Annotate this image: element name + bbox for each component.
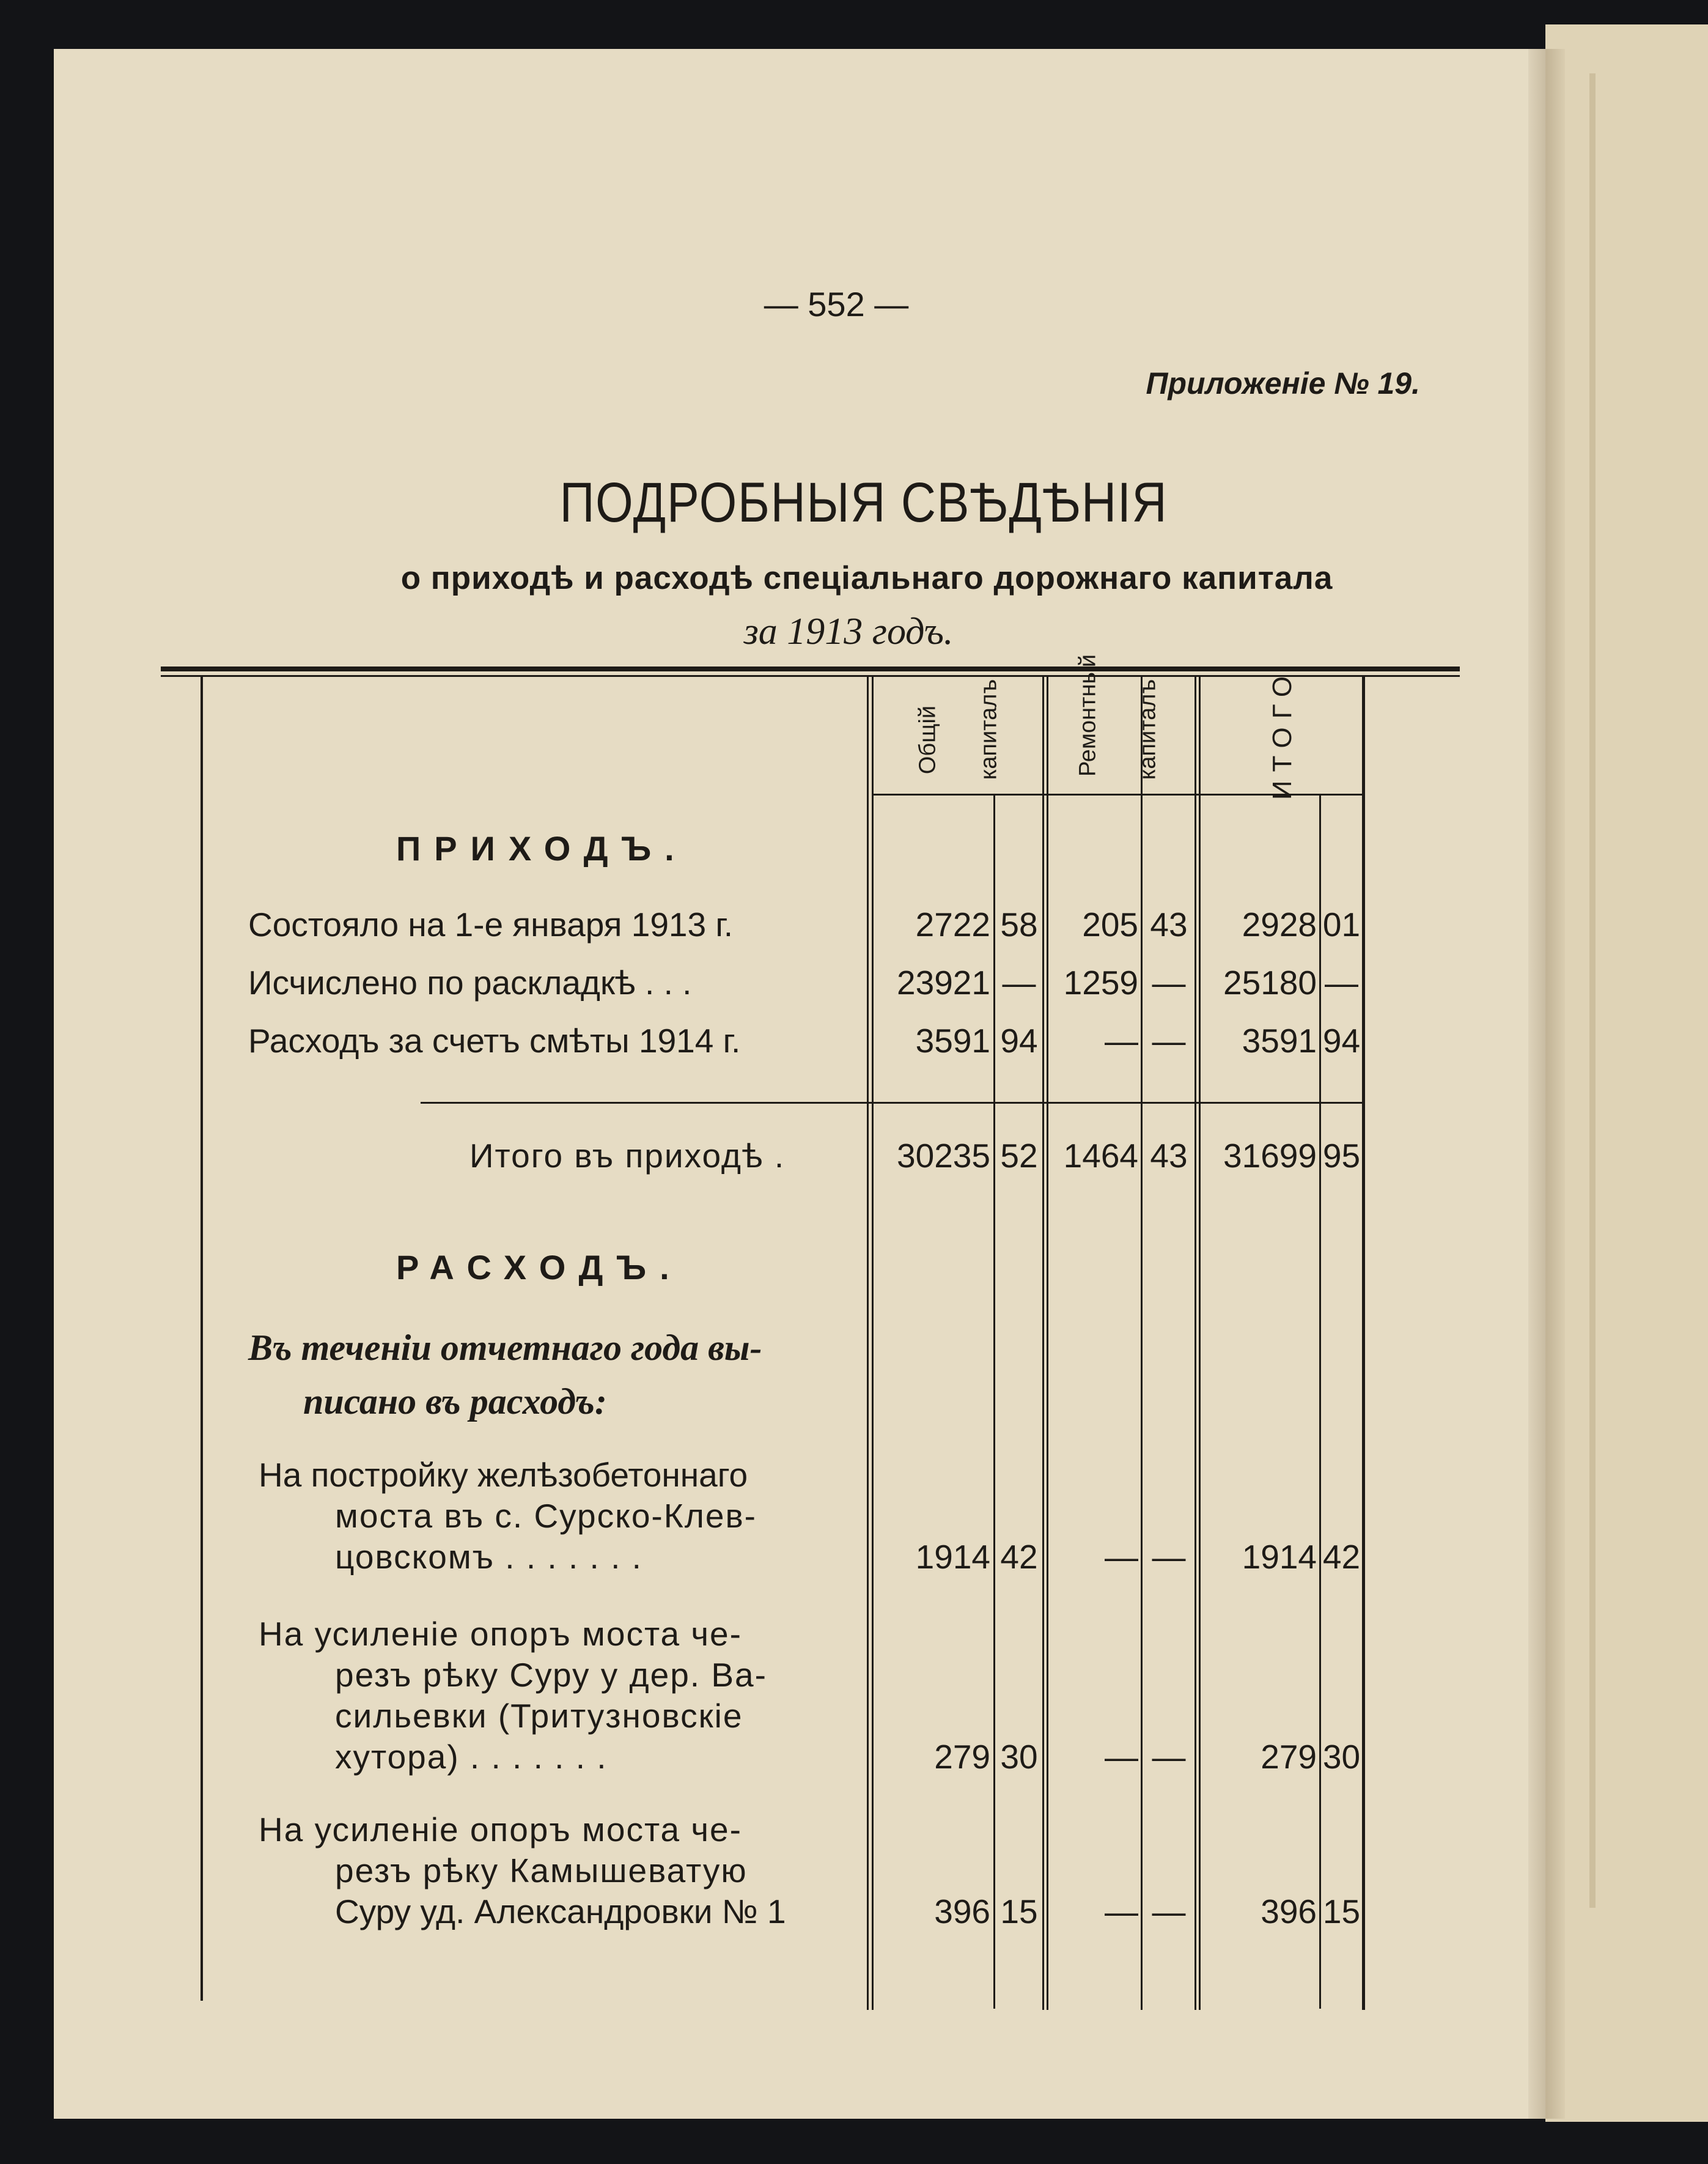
subtotal-rule xyxy=(421,1102,1364,1104)
page-subtitle: о приходѣ и расходѣ спецiальнаго дорожнаго капитала xyxy=(400,560,1333,596)
repair-rub: — xyxy=(1105,1893,1138,1930)
row-label-line1: На усиленiе опоръ моста че- xyxy=(259,1615,742,1653)
repair-total-rule-b xyxy=(1199,677,1201,2010)
total-rub: 1914 xyxy=(1242,1538,1317,1576)
label-column-rule-b xyxy=(872,677,874,2010)
general-kop: 30 xyxy=(1000,1738,1038,1776)
repair-kop: — xyxy=(1152,1022,1186,1060)
total-kop: — xyxy=(1325,964,1358,1002)
repair-kop: — xyxy=(1152,1893,1186,1930)
general-kop: 94 xyxy=(1000,1022,1038,1060)
total-label: Итого въ приходѣ . xyxy=(469,1137,786,1175)
appendix-label: Приложенiе № 19. xyxy=(1146,366,1420,401)
repair-rub: 1464 xyxy=(1063,1137,1138,1175)
total-kop: 94 xyxy=(1322,1022,1361,1060)
facing-page xyxy=(1545,24,1708,2122)
col-general-line1: Общiй xyxy=(915,705,941,775)
col-repair-line1: Ремонтный xyxy=(1075,654,1101,777)
row-label-line2: резъ рѣку Камышеватую xyxy=(335,1852,748,1889)
repair-kop: — xyxy=(1152,1538,1186,1576)
general-kop: 58 xyxy=(1000,906,1038,944)
row-label-line1: На усиленiе опоръ моста че- xyxy=(259,1811,742,1848)
repair-kop: 43 xyxy=(1150,906,1188,944)
top-rule-thin xyxy=(161,675,1460,677)
general-rub: 3591 xyxy=(915,1022,990,1060)
total-rub: 31699 xyxy=(1223,1137,1317,1175)
repair-rub: 1259 xyxy=(1063,964,1138,1002)
facing-page-edge xyxy=(1589,73,1596,1908)
row-label: Исчислено по раскладкѣ . . . xyxy=(248,964,692,1002)
expense-intro-line1: Въ теченiи отчетнаго года вы- xyxy=(248,1328,762,1368)
right-border xyxy=(1362,677,1365,2010)
total-kop: 01 xyxy=(1322,906,1361,944)
total-rub: 2928 xyxy=(1242,906,1317,944)
repair-total-rule-a xyxy=(1194,677,1196,2010)
repair-rub: — xyxy=(1105,1538,1138,1576)
expense-heading: РАСХОДЪ. xyxy=(396,1248,683,1287)
repair-kop-rule xyxy=(1141,677,1143,2010)
general-kop: 15 xyxy=(1000,1893,1038,1930)
page-title: ПОДРОБНЫЯ СВѢДѢНIЯ xyxy=(559,471,1168,534)
general-rub: 279 xyxy=(934,1738,990,1776)
general-kop: 42 xyxy=(1000,1538,1038,1576)
year-line: за 1913 годъ. xyxy=(743,611,954,652)
repair-kop: — xyxy=(1152,964,1186,1002)
total-kop: 42 xyxy=(1322,1538,1361,1576)
repair-rub: — xyxy=(1105,1738,1138,1776)
row-label-line1: На постройку желѣзобетоннаго xyxy=(259,1456,748,1494)
general-rub: 30235 xyxy=(897,1137,990,1175)
col-repair-line2: капиталъ xyxy=(1135,679,1161,780)
col-total: ИТОГО xyxy=(1267,667,1297,800)
top-rule-thick xyxy=(161,667,1460,671)
row-label-line2: моста въ с. Сурско-Клев- xyxy=(335,1497,757,1535)
left-border xyxy=(201,677,203,2001)
repair-kop: — xyxy=(1152,1738,1186,1776)
row-label-line3: сильевки (Тритузновскiе xyxy=(335,1697,743,1735)
total-rub: 396 xyxy=(1261,1893,1317,1930)
general-kop: — xyxy=(1002,964,1036,1002)
general-rub: 2722 xyxy=(915,906,990,944)
general-rub: 1914 xyxy=(915,1538,990,1576)
col-general-line2: капиталъ xyxy=(976,679,1002,780)
row-label-line2: резъ рѣку Суру у дер. Ва- xyxy=(335,1656,767,1694)
income-heading: ПРИХОДЪ. xyxy=(396,829,688,868)
row-label-line3: Суру уд. Александровки № 1 xyxy=(335,1893,786,1930)
total-rub: 3591 xyxy=(1242,1022,1317,1060)
general-repair-rule-a xyxy=(1042,677,1044,2010)
repair-rub: 205 xyxy=(1082,906,1138,944)
total-kop: 30 xyxy=(1322,1738,1361,1776)
general-rub: 23921 xyxy=(897,964,990,1002)
repair-rub: — xyxy=(1105,1022,1138,1060)
general-rub: 396 xyxy=(934,1893,990,1930)
total-kop: 15 xyxy=(1322,1893,1361,1930)
general-repair-rule-b xyxy=(1047,677,1048,2010)
expense-intro-line2: писано въ расходъ: xyxy=(303,1381,607,1422)
row-label-line3: цовскомъ . . . . . . . xyxy=(335,1538,642,1576)
total-rub: 25180 xyxy=(1223,964,1317,1002)
total-rub: 279 xyxy=(1261,1738,1317,1776)
row-label: Состояло на 1-е января 1913 г. xyxy=(248,906,733,944)
document-page xyxy=(54,49,1545,2119)
total-kop: 95 xyxy=(1322,1137,1361,1175)
repair-kop: 43 xyxy=(1150,1137,1188,1175)
page-fold-shadow xyxy=(1528,49,1565,2119)
row-label-line4: хутора) . . . . . . . xyxy=(335,1738,608,1776)
label-column-rule-a xyxy=(867,677,869,2010)
general-kop: 52 xyxy=(1000,1137,1038,1175)
row-label: Расходъ за счетъ смѣты 1914 г. xyxy=(248,1022,741,1060)
page-number: — 552 — xyxy=(764,285,909,323)
